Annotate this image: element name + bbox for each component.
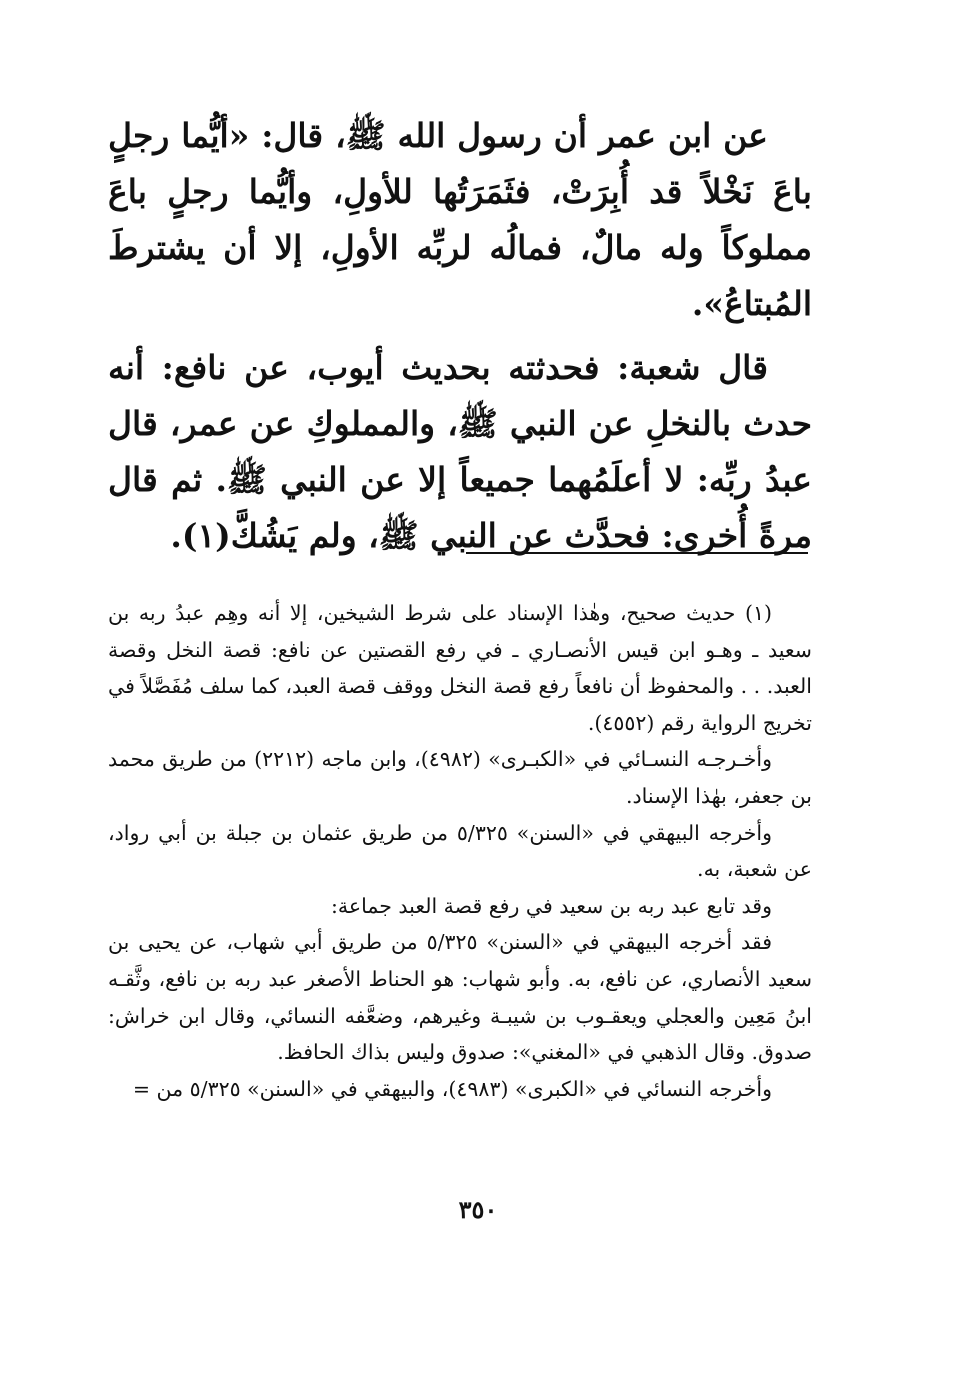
- footnote-paragraph: وأخرجه البيهقي في «السنن» ٥/٣٢٥ من طريق عثمان بن جبلة بن أبي رواد، عن شعبة، به.: [108, 820, 812, 882]
- hadith-main-text: [108, 108, 812, 572]
- footnote-paragraph: (١) حديث صحيح، وهٰذا الإسناد على شرط الشيخين، إلا أنه وهِم عبدُ ربه بن سعيد ـ وهـو ابن قيس الأنصـاري ـ في رفع القصتين عن نافع: قصة النخل وقصة العبد. . . والمحفوظ أن نافعاً رفع قصة النخل ووقف قصة العبد، كما سلف مُفَصَّلاً في تخريج الرواية رقم (٤٥٥٢).: [108, 601, 812, 735]
- footnotes-section: [108, 595, 812, 1107]
- footnote-divider: [466, 552, 808, 554]
- footnote-paragraph: وأخـرجـه النسـائي في «الكبـرى» (٤٩٨٢)، وابن ماجه (٢٢١٢) من طريق محمد بن جعفر، بهٰذا الإسناد.: [108, 747, 812, 808]
- hadith-paragraph: عن ابن عمر أن رسول الله ﷺ، قال: «أيُّما رجلٍ باعَ نَخْلاً قد أُبِرَتْ، فثَمَرَتُها للأولِ، وأيُّما رجلٍ باعَ مملوكاً وله مالٌ، فمالُه لربِّه الأولِ، إلا أن يشترطَ المُبتاعُ».: [108, 116, 812, 323]
- footnote-paragraph: وقد تابع عبد ربه بن سعيد في رفع قصة العبد جماعة:: [330, 893, 772, 918]
- footnote-paragraph: وأخرجه النسائي في «الكبرى» (٤٩٨٣)، والبيهقي في «السنن» ٥/٣٢٥ من =: [132, 1076, 772, 1101]
- page-number: ٣٥٠: [458, 1195, 498, 1224]
- footnote-paragraph: فقد أخرجه البيهقي في «السنن» ٥/٣٢٥ من طريق أبي شهاب، عن يحيى بن سعيد الأنصاري، عن نافع، به. وأبو شهاب: هو الحناط الأصغر عبد ربه بن نافع، وثَّقـه ابنُ مَعِين والعجلي ويعقـوب بن شيبـة وغيرهم، وضعَّفه النسائي، وقال ابن خراش: صدوق. وقال الذهبي في «المغني»: صدوق وليس بذاك الحافظ.: [108, 930, 812, 1065]
- hadith-paragraph: قال شعبة: فحدثته بحديث أيوب، عن نافع: أنه حدث بالنخلِ عن النبي ﷺ، والمملوكِ عن عمر، قال عبدُ ربِّه: لا أعلَمُهما جميعاً إلا عن النبي ﷺ. ثم قال مرةً أُخرى: فحدَّث عن النبي ﷺ، ولم يَشُكَّ(١).: [108, 348, 812, 555]
